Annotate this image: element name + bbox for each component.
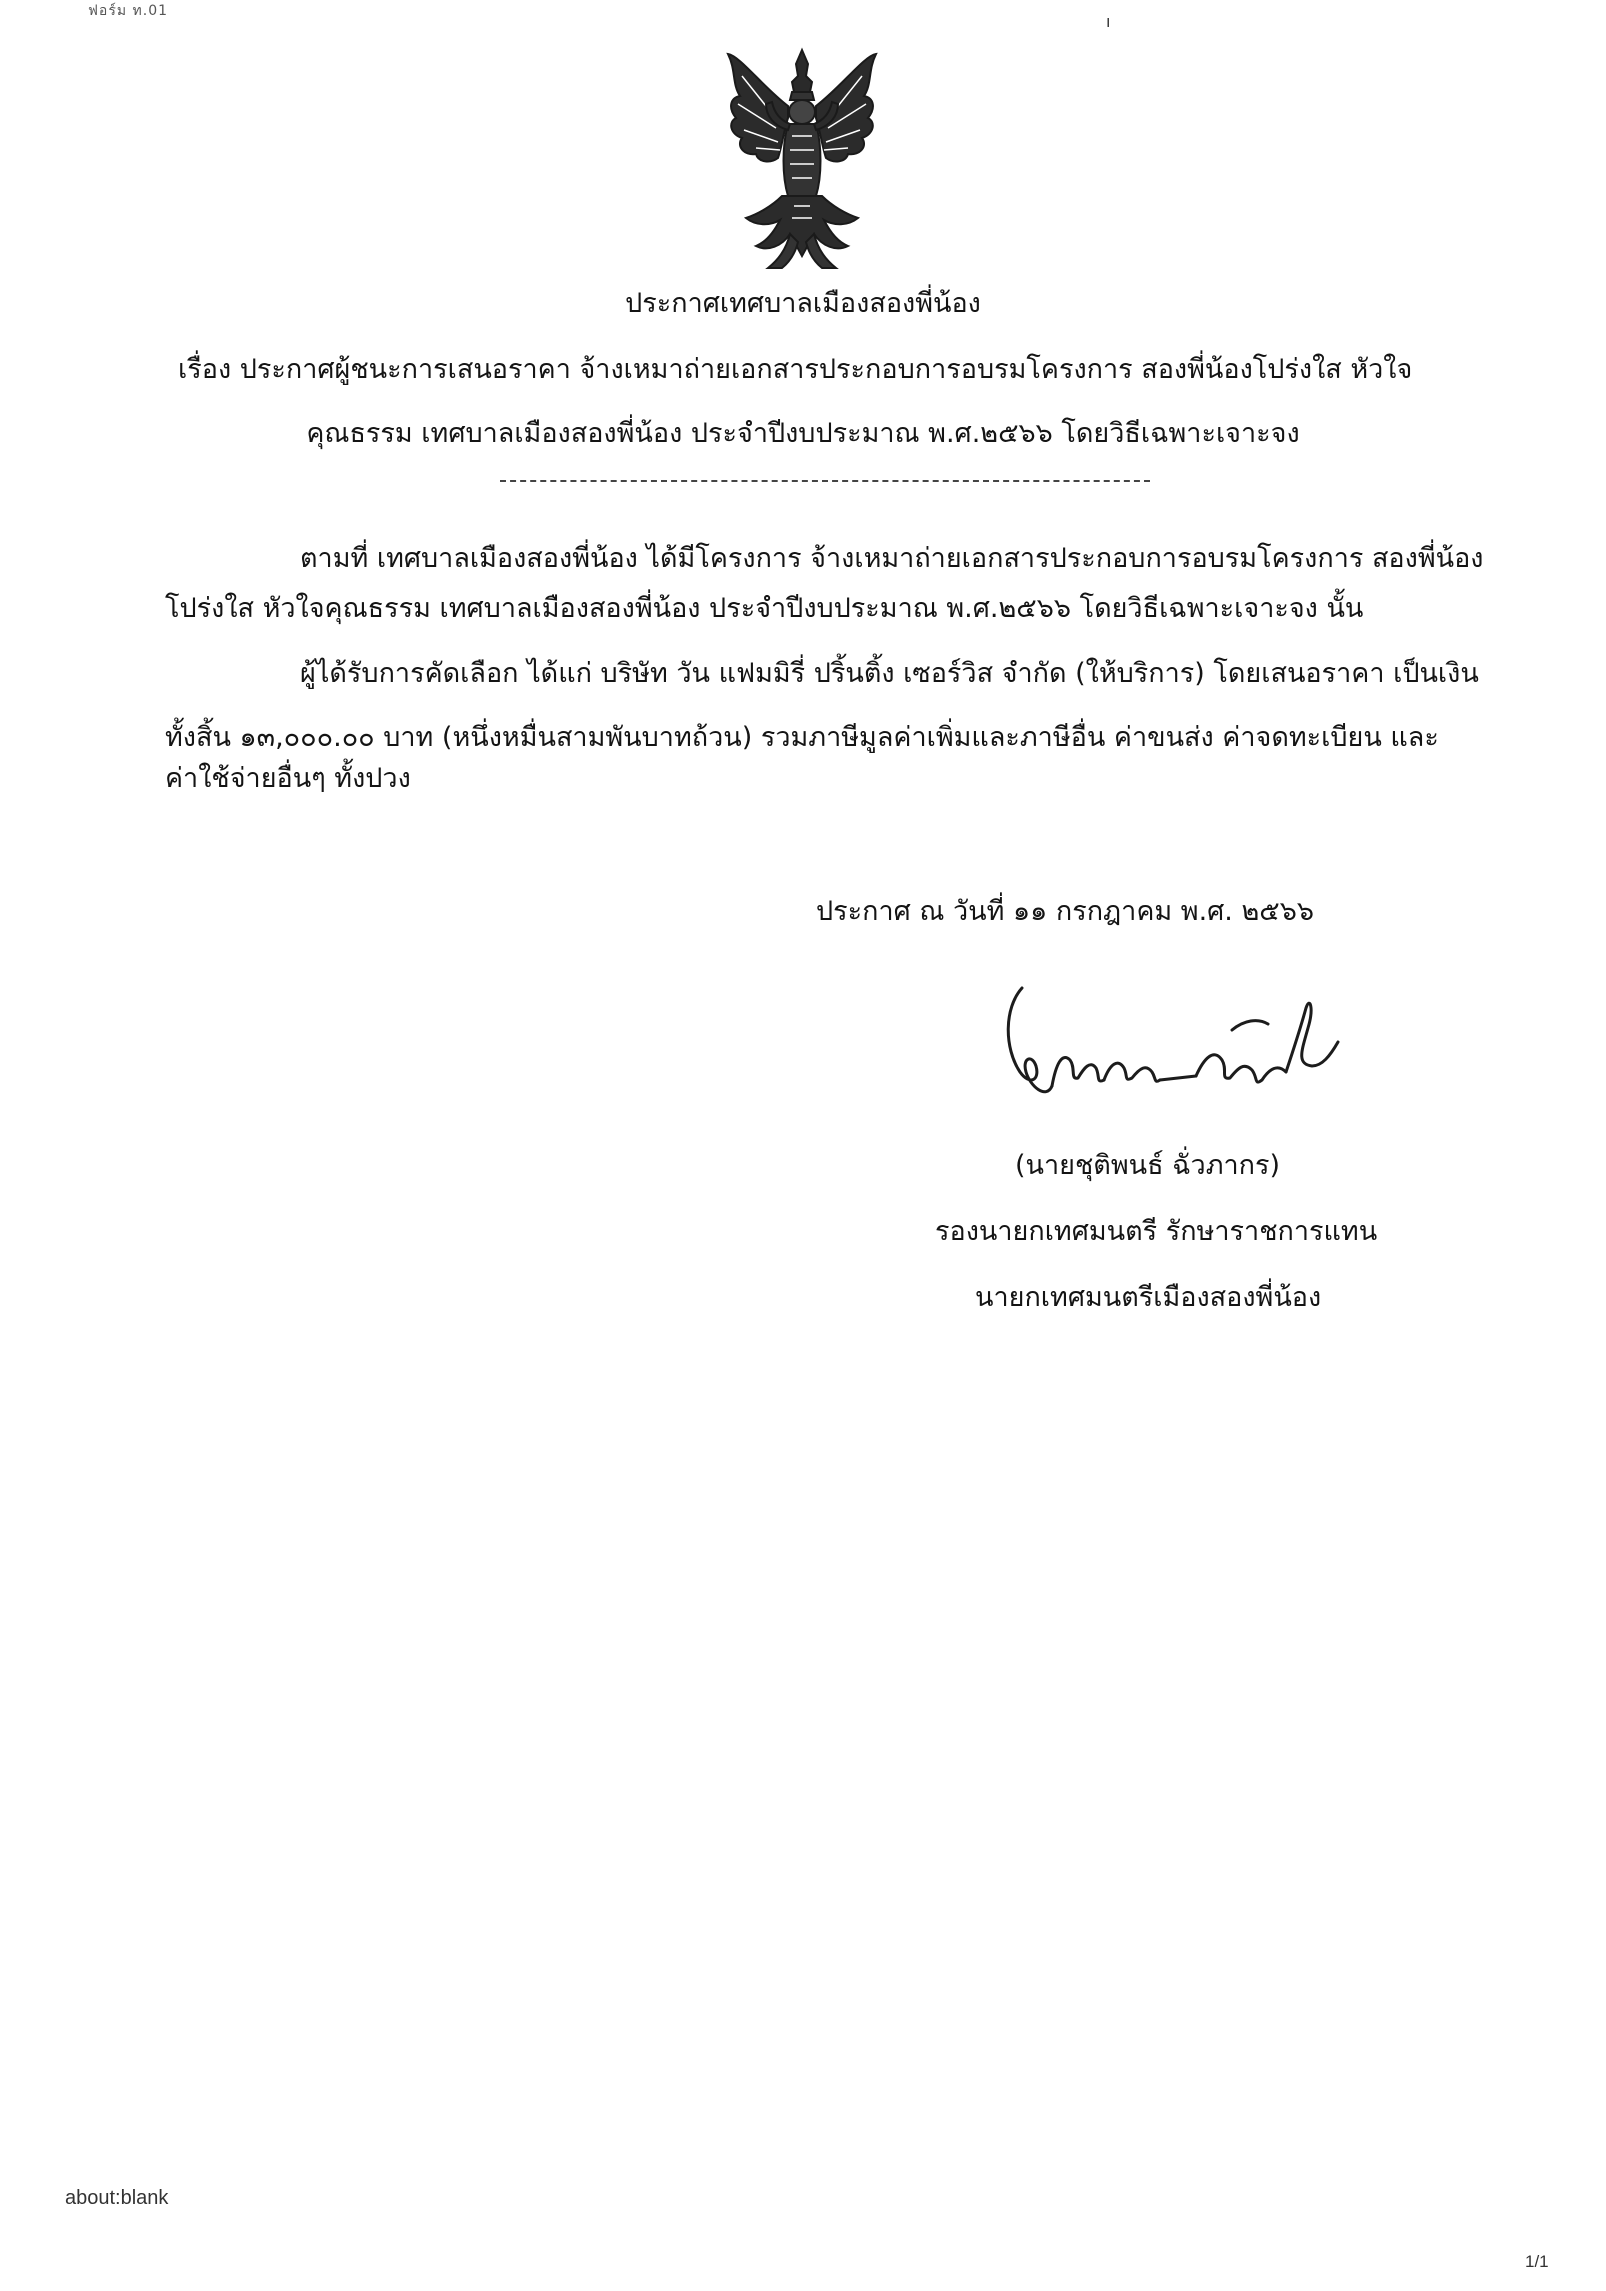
paragraph-2-line-3: ค่าใช้จ่ายอื่นๆ ทั้งปวง	[165, 763, 411, 794]
garuda-emblem-icon	[722, 46, 882, 274]
handwritten-signature	[1000, 968, 1360, 1118]
paragraph-2-line-2: ทั้งสิ้น ๑๓,๐๐๐.๐๐ บาท (หนึ่งหมื่นสามพันบาทถ้วน) รวมภาษีมูลค่าเพิ่มและภาษีอื่น ค่าขนส่ง ค่าจดทะเบียน และ	[165, 722, 1439, 753]
paragraph-2-line-1: ผู้ได้รับการคัดเลือก ได้แก่ บริษัท วัน แฟมมิรี่ ปริ้นติ้ง เซอร์วิส จำกัด (ให้บริการ) โดยเสนอราคา เป็นเงิน	[300, 658, 1479, 689]
subject-line-2: คุณธรรม เทศบาลเมืองสองพี่น้อง ประจำปีงบประมาณ พ.ศ.๒๕๖๖ โดยวิธีเฉพาะเจาะจง	[306, 418, 1300, 449]
footer-url: about:blank	[65, 2187, 169, 2209]
signer-position-2: นายกเทศมนตรีเมืองสองพี่น้อง	[975, 1282, 1322, 1313]
announcement-title: ประกาศเทศบาลเมืองสองพี่น้อง	[625, 288, 981, 319]
signer-name: (นายชุติพนธ์ ฉั่วภากร)	[1015, 1150, 1281, 1181]
scan-mark: ı	[1106, 12, 1111, 31]
separator-line	[500, 480, 1150, 484]
signer-position-1: รองนายกเทศมนตรี รักษาราชการแทน	[935, 1216, 1378, 1247]
announcement-date: ประกาศ ณ วันที่ ๑๑ กรกฎาคม พ.ศ. ๒๕๖๖	[816, 896, 1314, 927]
paragraph-1-line-2: โปร่งใส หัวใจคุณธรรม เทศบาลเมืองสองพี่น้อง ประจำปีงบประมาณ พ.ศ.๒๕๖๖ โดยวิธีเฉพาะเจาะจง นั้น	[165, 593, 1364, 624]
footer-page-number: 1/1	[1525, 2252, 1549, 2271]
subject-line-1: เรื่อง ประกาศผู้ชนะการเสนอราคา จ้างเหมาถ่ายเอกสารประกอบการอบรมโครงการ สองพี่น้องโปร่งใส หัวใจ	[178, 354, 1413, 385]
paragraph-1-line-1: ตามที่ เทศบาลเมืองสองพี่น้อง ได้มีโครงการ จ้างเหมาถ่ายเอกสารประกอบการอบรมโครงการ สองพี่น้อง	[300, 543, 1484, 574]
scan-header-text: ฟอร์ม ท.01	[88, 3, 169, 19]
